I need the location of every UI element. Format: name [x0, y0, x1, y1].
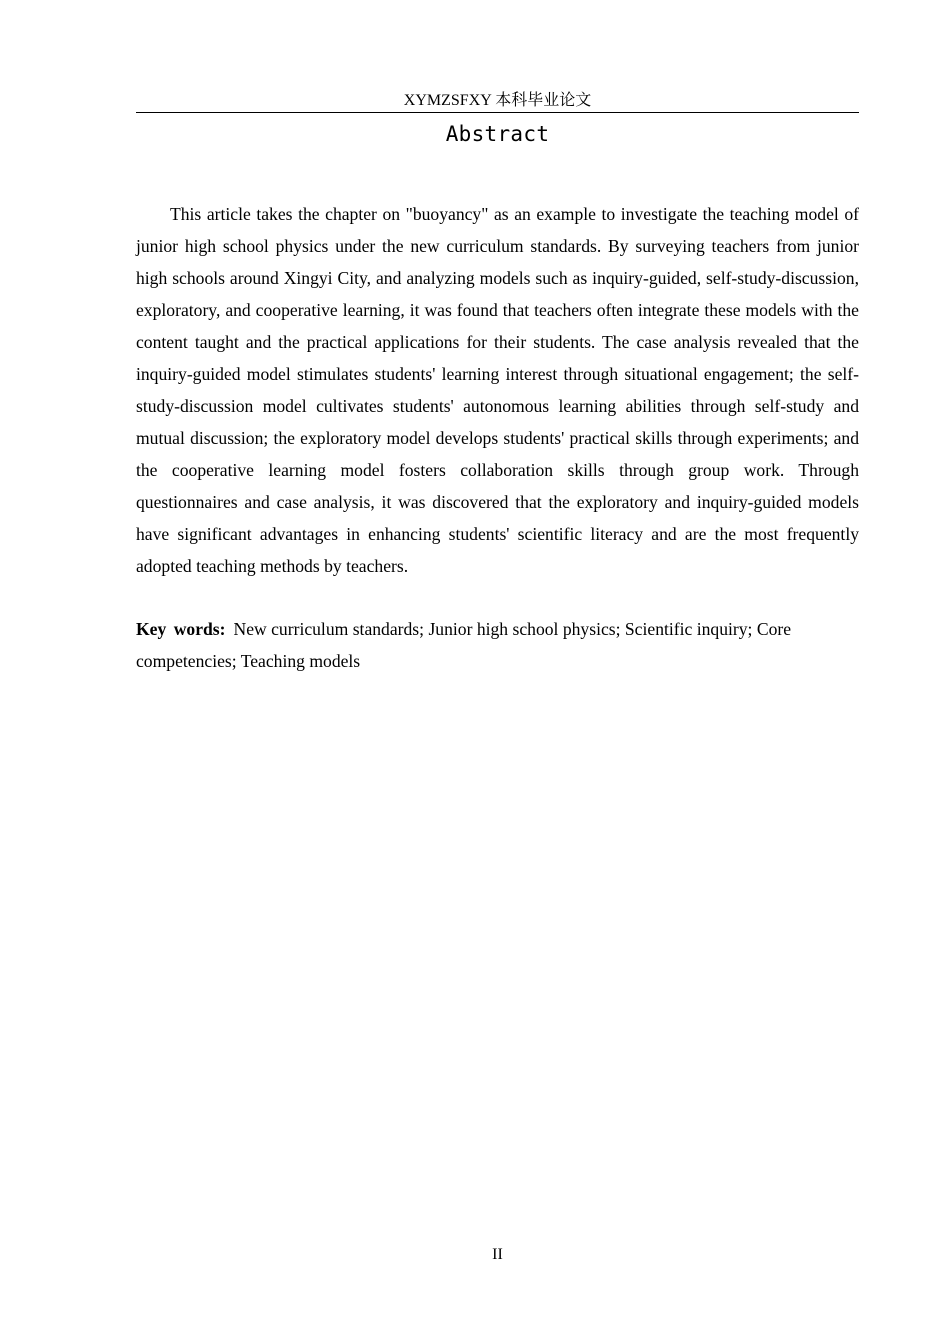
keywords-text: New curriculum standards; Junior high school physics; Scientific inquiry; Core competencies; Teaching models [136, 619, 792, 671]
keywords-paragraph [136, 613, 859, 677]
abstract-body: This article takes the chapter on "buoyancy" as an example to investigate the teaching model of junior high school physics under the new curriculum standards. By surveying teachers from junior high schools around Xingyi City, and analyzing models such as inquiry-guided, self-study-discussion, exploratory, and cooperative learning, it was found that teachers often integrate these models with the content taught and the practical applications for their students. The case analysis revealed that the inquiry-guided model stimulates students' learning interest through situational engagement; the self-study-discussion model cultivates students' autonomous learning abilities through self-study and mutual discussion; the exploratory model develops students' practical skills through experiments; and the cooperative learning model fosters collaboration skills through group work. Through questionnaires and case analysis, it was discovered that the exploratory and inquiry-guided models have significant advantages in enhancing students' scientific literacy and are the most frequently adopted teaching methods by teachers. [136, 204, 859, 576]
header-rule [136, 112, 859, 113]
abstract-title: Abstract [445, 122, 550, 146]
keywords-label: Key words: [136, 619, 226, 639]
page-number: II [492, 1246, 503, 1263]
running-header: XYMZSFXY 本科毕业论文 [403, 92, 592, 109]
